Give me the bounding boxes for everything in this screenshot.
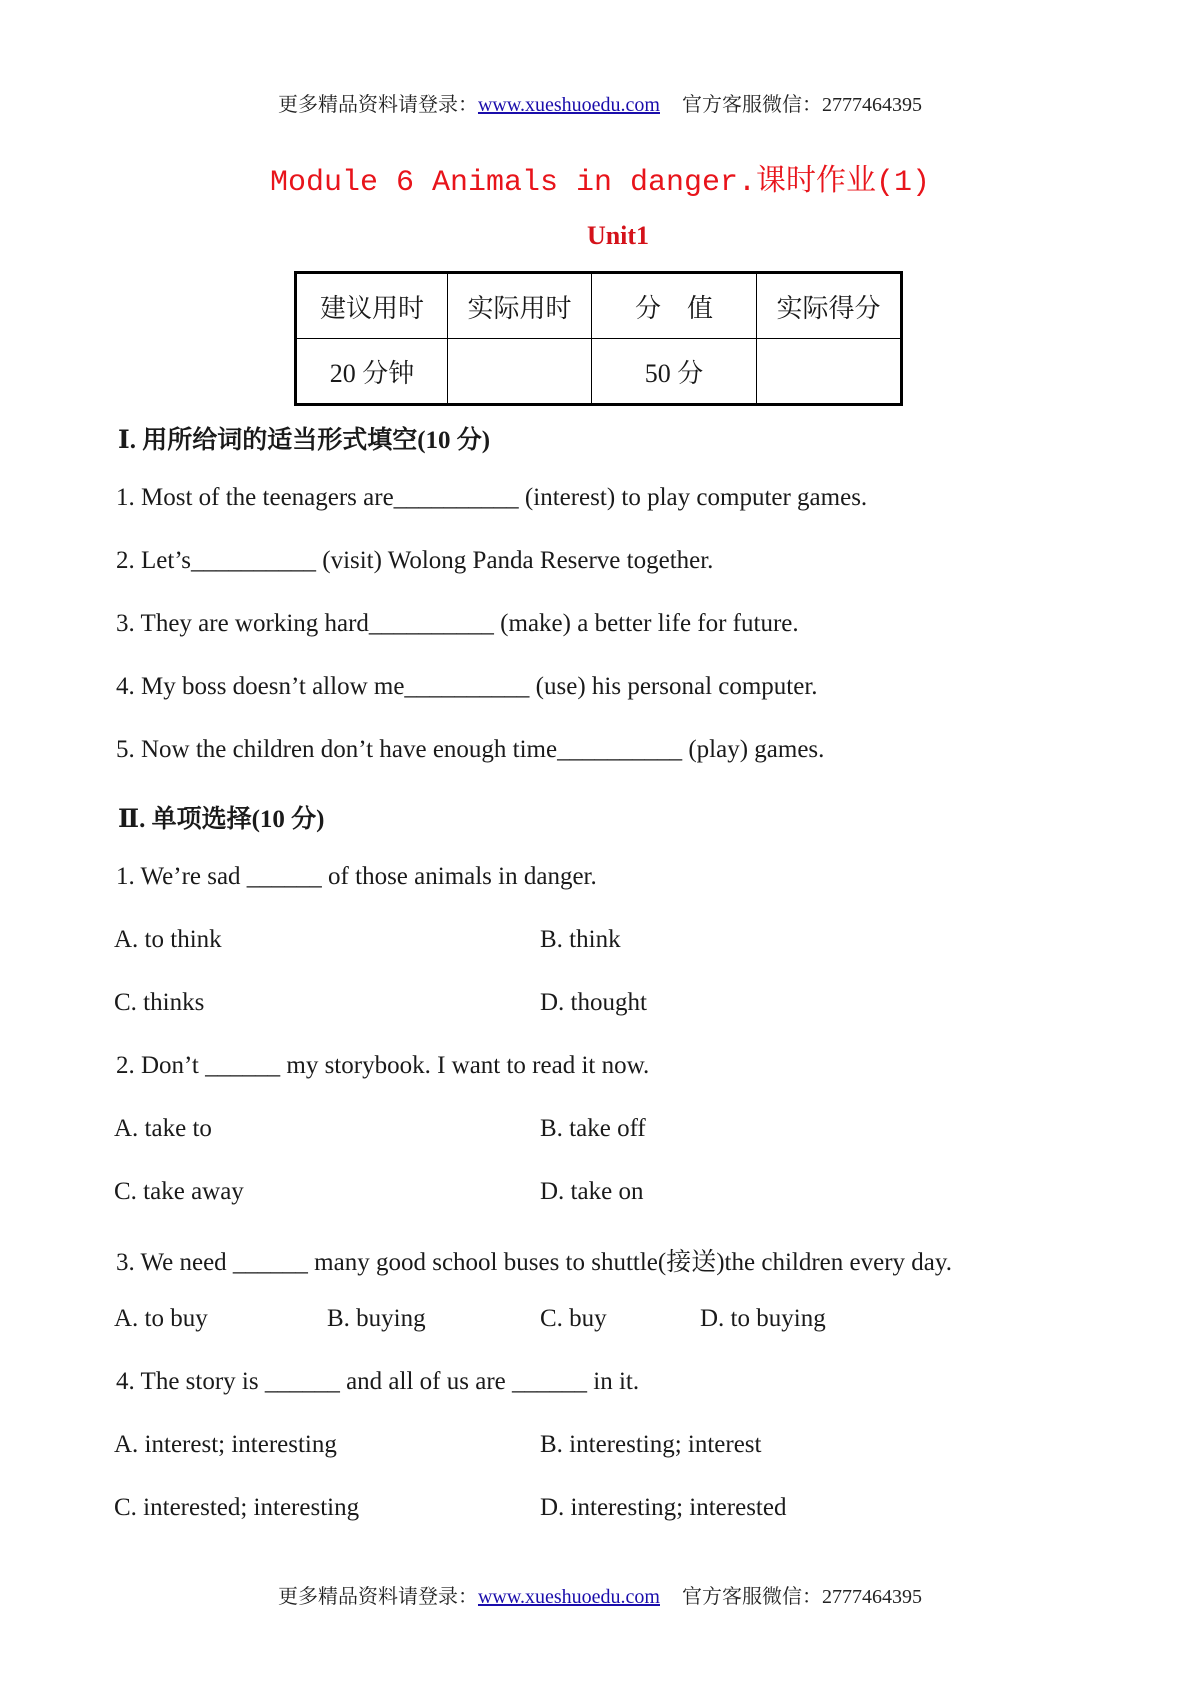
choice-option: C. thinks [114,989,205,1016]
score-value-cell [757,339,902,405]
fill-question: 2. Let’s__________ (visit) Wolong Panda Reserve together. [116,547,714,574]
score-value-cell: 20 分钟 [296,339,448,405]
score-header-cell: 实际用时 [448,273,592,339]
header-prefix: 更多精品资料请登录： [277,94,478,116]
score-table-value-row [296,339,902,405]
document-title: Module 6 Animals in danger.课时作业(1) [269,166,931,200]
choice-question-stem: 2. Don’t ______ my storybook. I want to read it now. [116,1052,650,1079]
choice-option: B. think [540,926,621,953]
footer-link[interactable]: www.xueshuoedu.com [477,1586,660,1608]
choice-option: A. interest; interesting [114,1431,337,1458]
choice-option: A. take to [114,1115,212,1142]
choice-option: C. take away [114,1178,244,1205]
document-subtitle: Unit1 [586,221,650,250]
fill-question: 1. Most of the teenagers are__________ (interest) to play computer games. [116,484,868,511]
score-value-cell: 50 分 [592,339,757,405]
choice-option: D. thought [540,989,647,1016]
score-header-cell: 分 值 [592,273,757,339]
choice-question-stem: 1. We’re sad ______ of those animals in danger. [116,863,597,890]
footer-prefix: 更多精品资料请登录： [277,1586,478,1608]
score-value-cell [448,339,592,405]
section1-heading: Ⅰ. 用所给词的适当形式填空(10 分) [118,427,491,454]
choice-option: C. interested; interesting [114,1494,360,1521]
choice-option: A. to think [114,926,222,953]
fill-question: 4. My boss doesn’t allow me__________ (use) his personal computer. [116,673,818,700]
choice-option: D. interesting; interested [540,1494,787,1521]
footer-service: 官方客服微信：2777464395 [682,1586,922,1608]
choice-question-stem: 4. The story is ______ and all of us are ______ in it. [116,1368,640,1395]
fill-question: 3. They are working hard__________ (make) a better life for future. [116,610,799,637]
section2-heading: Ⅱ. 单项选择(10 分) [118,806,325,833]
score-header-cell: 建议用时 [296,273,448,339]
score-header-cell: 实际得分 [757,273,902,339]
fill-question: 5. Now the children don’t have enough time__________ (play) games. [116,736,825,763]
score-table [294,271,903,406]
choice-option: D. take on [540,1178,644,1205]
choice-option: B. take off [540,1115,646,1142]
choice-option: C. buy [540,1305,607,1332]
choice-option: B. interesting; interest [540,1431,762,1458]
header-service: 官方客服微信：2777464395 [682,94,922,116]
header-link[interactable]: www.xueshuoedu.com [477,94,660,116]
choice-question-stem: 3. We need ______ many good school buses to shuttle(接送)the children every day. [116,1249,952,1276]
score-table-header-row [296,273,902,339]
page-header [0,88,1200,117]
choice-option: D. to buying [700,1305,826,1332]
page-footer [0,1580,1200,1609]
choice-option: A. to buy [114,1305,208,1332]
choice-option: B. buying [327,1305,426,1332]
